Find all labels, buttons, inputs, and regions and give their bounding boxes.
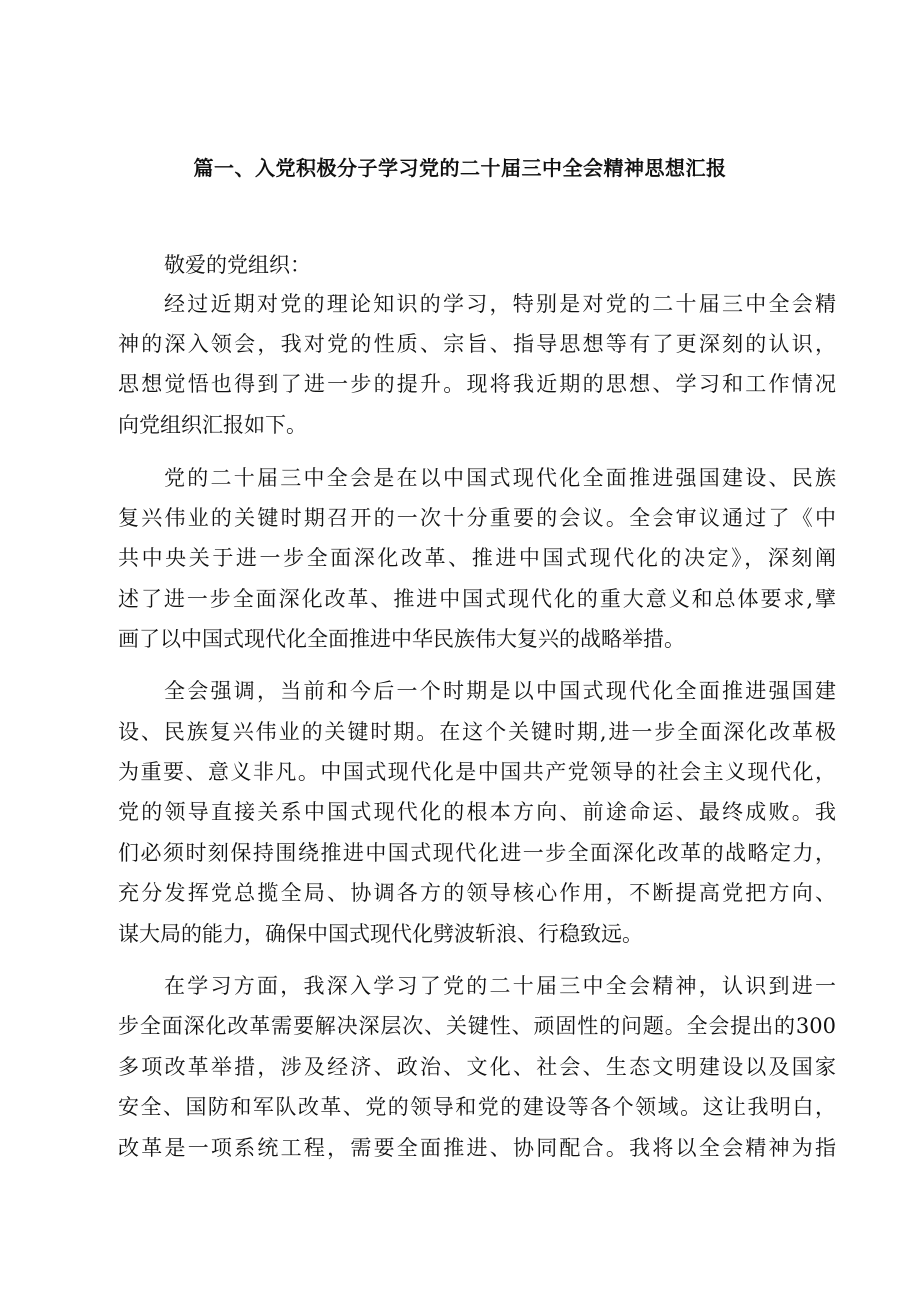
- paragraph-line: 们必须时刻保持围绕推进中国式现代化进一步全面深化改革的战略定力，: [118, 841, 836, 865]
- paragraph-line: 安全、国防和军队改革、党的领导和党的建设等各个领域。这让我明白，: [118, 1095, 836, 1119]
- paragraph-line: 党的二十届三中全会是在以中国式现代化全面推进强国建设、民族: [164, 466, 836, 490]
- paragraph-line: 全会强调，当前和今后一个时期是以中国式现代化全面推进强国建: [164, 679, 836, 703]
- paragraph-line: 在学习方面，我深入学习了党的二十届三中全会精神，认识到进一: [164, 974, 836, 998]
- paragraph-line: 复兴伟业的关键时期召开的一次十分重要的会议。全会审议通过了《中: [118, 506, 836, 530]
- paragraph-line: 改革是一项系统工程，需要全面推进、协同配合。我将以全会精神为指: [118, 1136, 836, 1160]
- paragraph-line: 谋大局的能力，确保中国式现代化劈波斩浪、行稳致远。: [118, 922, 643, 946]
- paragraph-line: 为重要、意义非凡。中国式现代化是中国共产党领导的社会主义现代化，: [118, 760, 836, 784]
- paragraph-line: 向党组织汇报如下。: [118, 413, 307, 437]
- paragraph-line: 神的深入领会，我对党的性质、宗旨、指导思想等有了更深刻的认识，: [118, 332, 836, 356]
- salutation-line: 敬爱的党组织：: [164, 253, 311, 277]
- paragraph-line: 步全面深化改革需要解决深层次、关键性、顽固性的问题。全会提出的300: [118, 1014, 836, 1038]
- paragraph-line: 多项改革举措，涉及经济、政治、文化、社会、生态文明建设以及国家: [118, 1055, 836, 1079]
- paragraph-line: 思想觉悟也得到了进一步的提升。现将我近期的思想、学习和工作情况: [118, 372, 836, 396]
- document-title: 篇一、入党积极分子学习党的二十届三中全会精神思想汇报: [193, 156, 727, 180]
- paragraph-line: 设、民族复兴伟业的关键时期。在这个关键时期,进一步全面深化改革极: [118, 720, 836, 744]
- paragraph-line: 党的领导直接关系中国式现代化的根本方向、前途命运、最终成败。我: [118, 800, 836, 824]
- paragraph-line: 述了进一步全面深化改革、推进中国式现代化的重大意义和总体要求,擘: [118, 587, 836, 611]
- paragraph-line: 充分发挥党总揽全局、协调各方的领导核心作用，不断提高党把方向、: [118, 881, 836, 905]
- paragraph-line: 画了以中国式现代化全面推进中华民族伟大复兴的战略举措。: [118, 627, 685, 651]
- paragraph-line: 经过近期对党的理论知识的学习，特别是对党的二十届三中全会精: [164, 292, 836, 316]
- paragraph-line: 共中央关于进一步全面深化改革、推进中国式现代化的决定》，深刻阐: [118, 546, 836, 570]
